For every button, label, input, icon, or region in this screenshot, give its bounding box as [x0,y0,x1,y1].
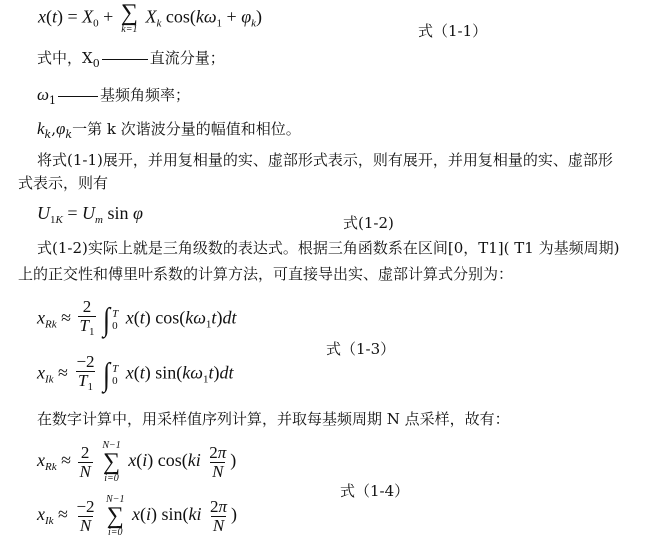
definition-x0 [37,48,225,74]
definition-x0-desc: 直流分量； [149,49,225,67]
equation-1-4-real: $x_{Rk}$ ≈ $\frac{2}{N}$ N−1 ∑ i=0 x(i) cos(ki $\frac{2\pi}{N}$ ) [37,440,237,484]
equation-1-4-imag: $x_{Ik}$ ≈ $\frac{-2}{N}$ N−1 ∑ i=0 x(i) sin(ki $\frac{2\pi}{N}$ ) [37,494,237,538]
definition-k-desc: 一第 k 次谐波分量的幅值和相位。 [72,120,301,138]
definition-omega-symbol: ω [37,85,50,104]
definition-x0-symbol: X [82,49,93,67]
paragraph-1-line-1: 将式(1-1)展开，并用复相量的实、虚部形式表示，则有展开，并用复相量的实、虚部形 [37,151,613,169]
paragraph-1-line-2: 式表示，则有 [18,174,109,192]
definition-k-symbol: k [37,119,45,138]
equation-1-3-imag: $x_{Ik}$ ≈ $\frac{-2}{T_1}$ ∫ T 0 x(t) $\sin(k\omega_1t)dt$ [37,353,234,396]
equation-label-1-3: 式（1-3） [326,340,396,358]
definition-omega-sub: 1 [49,94,57,107]
equation-1-1: $x(t) = X_0$ + ∑ k=1 $X_k$ $\cos(k\omega_1 + \varphi_k)$ [38,0,263,35]
definition-k: $k_k,\varphi_k$一第 k 次谐波分量的幅值和相位。 [37,119,301,141]
equation-1-2: $U_{1K} = U_m$ sin φ [37,203,143,226]
paragraph-2-line-2: 上的正交性和傅里叶系数的计算方法，可直接导出实、虚部计算式分别为： [18,265,514,283]
equation-label-1-1: 式（1-1） [418,22,488,40]
em-dash-rule [58,96,98,97]
definition-x0-sub: 0 [92,57,100,70]
paragraph-2-line-1: 式(1-2)实际上就是三角级数的表达式。根据三角函数系在区间[0，T1]( T1 为基频周期) [37,239,620,257]
definition-phi-symbol: φ [56,119,66,138]
definition-k-sub: k [44,128,52,141]
paragraph-3-line-1: 在数字计算中，用采样值序列计算，并取每基频周期 N 点采样，故有： [37,410,510,428]
equation-1-3-real: $x_{Rk}$ ≈ $\frac{2}{T_1}$ ∫ T 0 x(t) $\cos(k\omega_1t)dt$ [37,298,236,341]
definition-phi-sub: k [65,128,73,141]
equation-label-1-4: 式（1-4） [340,482,410,500]
em-dash-rule [102,59,148,60]
definition-omega-desc: 基频角频率； [100,86,191,104]
definition-omega [37,84,190,111]
definition-x0-prefix: 式中， [37,49,83,67]
equation-label-1-2: 式(1-2) [343,214,394,232]
